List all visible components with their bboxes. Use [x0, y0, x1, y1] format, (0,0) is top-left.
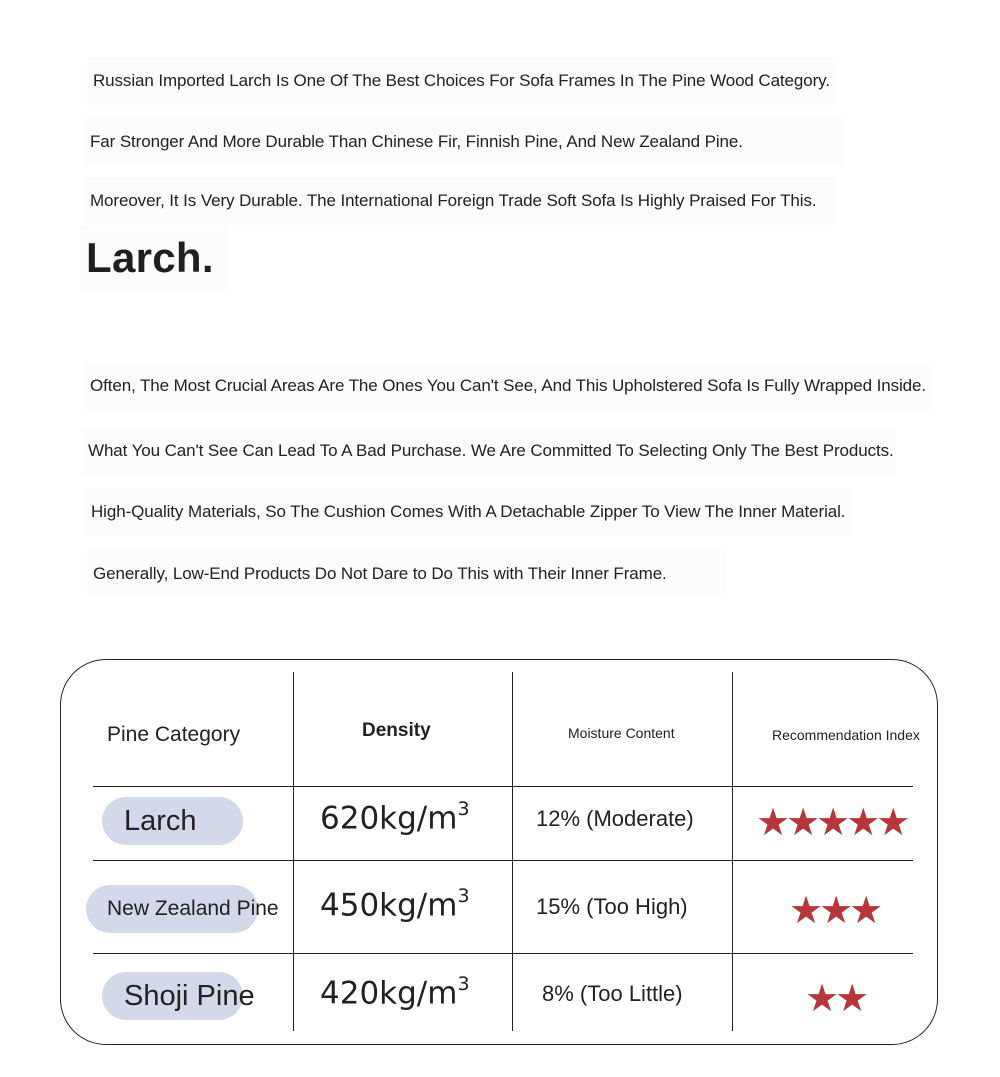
density-text: 420kg/m: [320, 975, 458, 1012]
category-badge-larch: [102, 797, 243, 845]
moisture-value: 12% (Moderate): [536, 806, 694, 831]
density-exponent: 3: [457, 885, 470, 907]
density-exponent: 3: [457, 798, 470, 820]
header-moisture-content: Moisture Content: [568, 725, 675, 741]
detail-line-2: What You Can't See Can Lead To A Bad Purchase. We Are Committed To Selecting Only The Best Products.: [82, 427, 896, 475]
detail-line-3: High-Quality Materials, So The Cushion Comes With A Detachable Zipper To View The Inner Material.: [85, 488, 853, 536]
table-divider: [293, 672, 294, 1031]
rating-stars-2: ★★: [805, 978, 866, 1020]
density-text: 620kg/m: [320, 800, 458, 837]
category-label: Larch: [124, 804, 197, 837]
density-value: [320, 975, 470, 1011]
category-badge-new-zealand-pine: [86, 885, 279, 933]
detail-line-1: Often, The Most Crucial Areas Are The Ones You Can't See, And This Upholstered Sofa Is Fully Wrapped Inside.: [84, 362, 934, 410]
category-label: Shoji Pine: [124, 979, 255, 1012]
rating-stars-3: ★★★: [789, 890, 880, 932]
table-divider: [512, 672, 513, 1031]
density-value: [320, 887, 470, 923]
header-pine-category: Pine Category: [107, 723, 241, 746]
category-label: New Zealand Pine: [107, 897, 279, 920]
intro-line-1: Russian Imported Larch Is One Of The Best Choices For Sofa Frames In The Pine Wood Category.: [87, 57, 838, 105]
category-badge-shoji-pine: [102, 972, 255, 1020]
rating-stars-5: ★★★★★: [756, 802, 907, 844]
density-exponent: 3: [457, 973, 470, 995]
density-text: 450kg/m: [320, 887, 458, 924]
table-divider: [93, 860, 913, 861]
intro-line-2: Far Stronger And More Durable Than Chinese Fir, Finnish Pine, And New Zealand Pine.: [84, 118, 843, 166]
intro-line-3: Moreover, It Is Very Durable. The International Foreign Trade Soft Sofa Is Highly Praised For This.: [84, 177, 837, 225]
header-density: Density: [362, 720, 431, 741]
header-recommendation-index: Recommendation Index: [772, 727, 920, 743]
table-divider: [93, 786, 913, 787]
table-divider: [732, 672, 733, 1031]
moisture-value: 15% (Too High): [536, 894, 688, 919]
moisture-value: 8% (Too Little): [542, 981, 683, 1006]
detail-line-4: Generally, Low-End Products Do Not Dare to Do This with Their Inner Frame.: [87, 550, 727, 598]
density-value: [320, 800, 470, 836]
section-heading: Larch.: [80, 226, 228, 290]
table-divider: [93, 953, 913, 954]
